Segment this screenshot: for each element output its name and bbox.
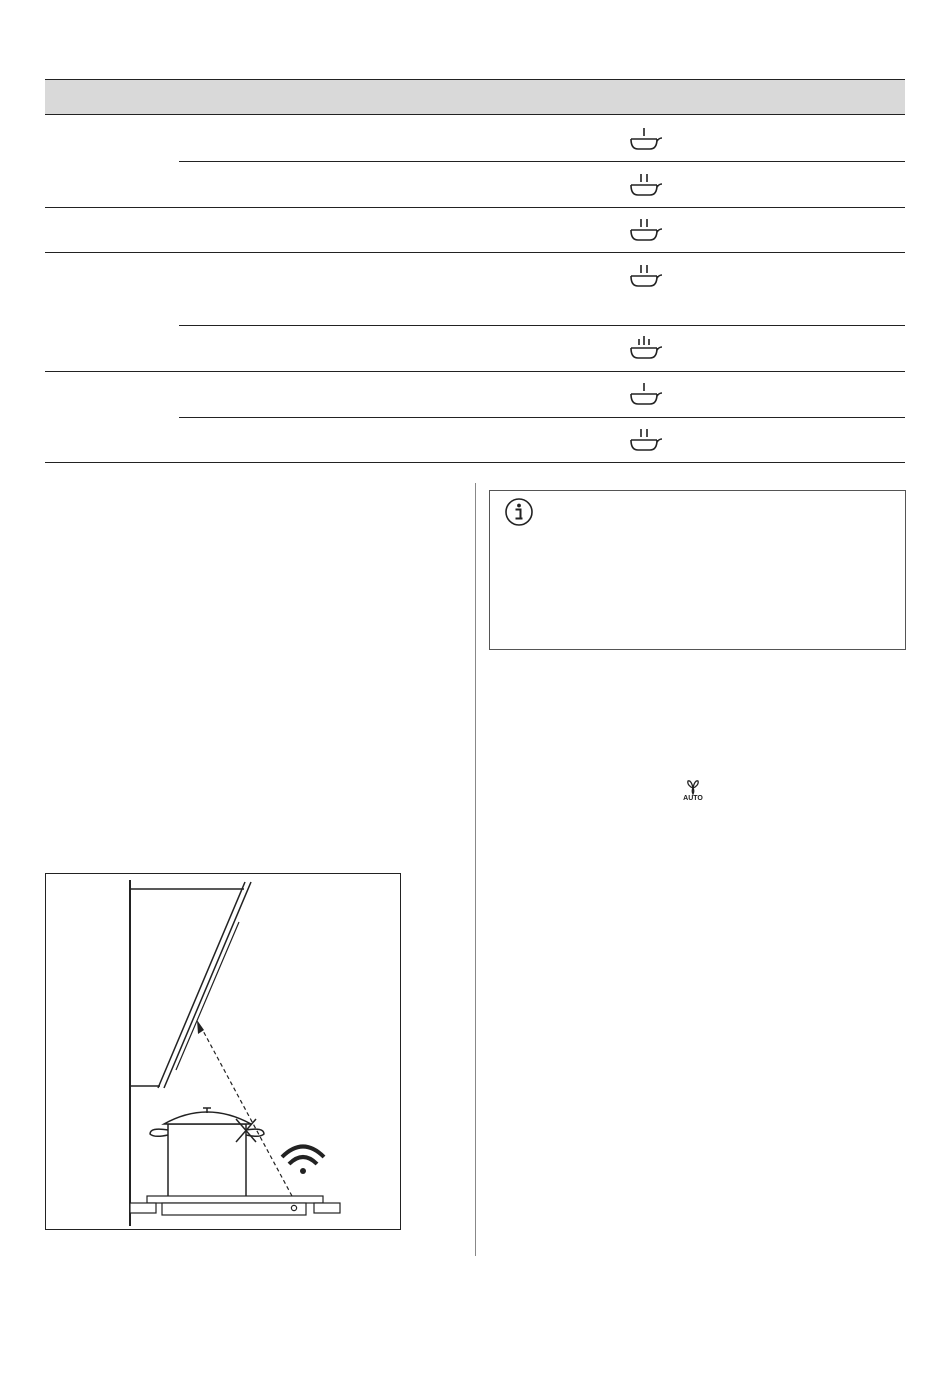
auto-label: AUTO bbox=[683, 795, 703, 802]
hob-wall-hood-diagram bbox=[46, 874, 400, 1229]
column-divider bbox=[475, 483, 476, 1256]
pan-heat-1-icon bbox=[628, 382, 662, 408]
row-divider bbox=[179, 417, 905, 418]
wireless-signal-icon bbox=[282, 1147, 324, 1175]
hob-hood-diagram bbox=[45, 873, 401, 1230]
pan-heat-2-icon bbox=[628, 173, 662, 199]
info-note-box bbox=[489, 490, 906, 650]
group-divider bbox=[45, 207, 905, 208]
fan-icon bbox=[681, 779, 705, 795]
pan-heat-2-icon bbox=[628, 428, 662, 454]
table-bottom-border bbox=[45, 462, 905, 463]
info-icon bbox=[504, 497, 534, 527]
table-header bbox=[45, 79, 905, 115]
row-divider bbox=[179, 325, 905, 326]
pan-heat-1-icon bbox=[628, 127, 662, 153]
group-divider bbox=[45, 371, 905, 372]
group-divider bbox=[45, 252, 905, 253]
fan-auto-icon bbox=[681, 779, 705, 805]
pan-heat-2-icon bbox=[628, 218, 662, 244]
pan-heat-3-icon bbox=[628, 336, 662, 362]
row-divider bbox=[179, 161, 905, 162]
pan-heat-2-icon bbox=[628, 264, 662, 290]
